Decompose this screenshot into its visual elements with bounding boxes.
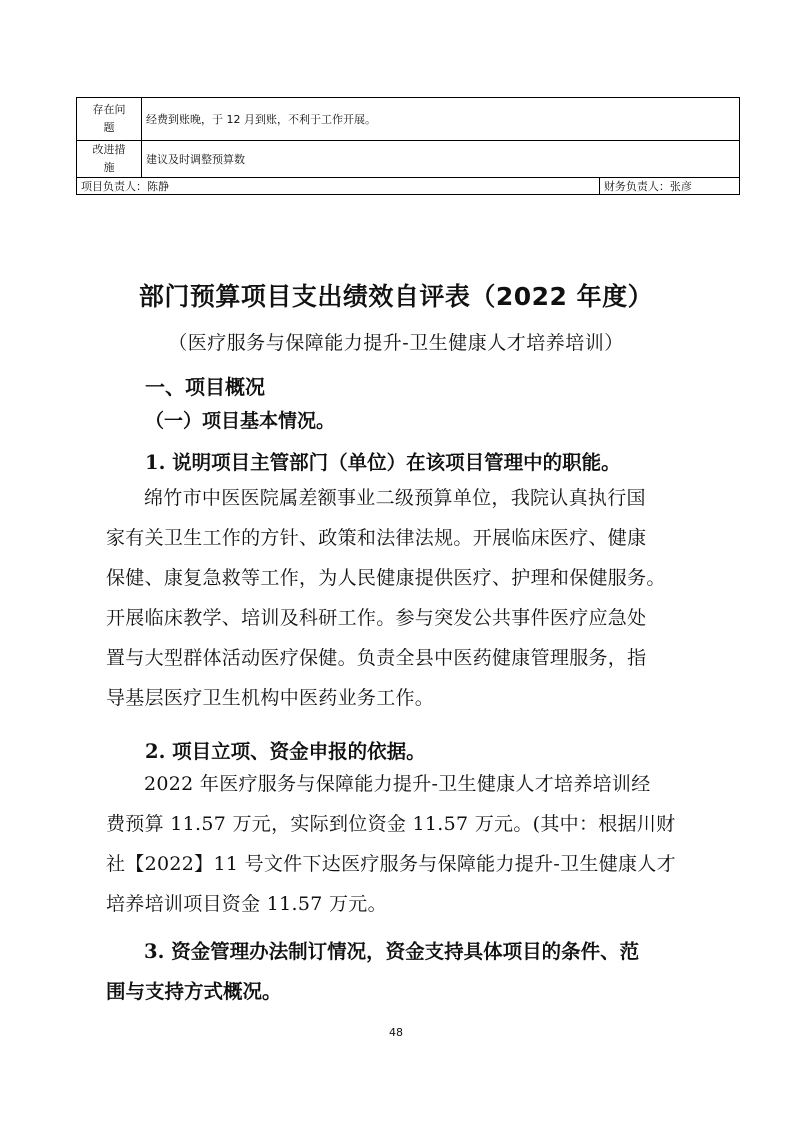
- item2-paragraph: [106, 764, 704, 924]
- paragraph-line: 费预算 11.57 万元，实际到位资金 11.57 万元。(其中：根据川财: [106, 813, 676, 835]
- problem-label: 存在问 题: [77, 98, 142, 141]
- paragraph-line: 置与大型群体活动医疗保健。负责全县中医药健康管理服务，指: [106, 647, 647, 669]
- item1-heading: 1. 说明项目主管部门（单位）在该项目管理中的职能。: [145, 451, 621, 474]
- finance-lead: 财务负责人：张彦: [599, 178, 739, 195]
- subsection-heading: （一）项目基本情况。: [145, 410, 336, 432]
- project-lead: 项目负责人：陈静: [77, 178, 600, 195]
- page-subtitle: （医疗服务与保障能力提升-卫生健康人才培养培训）: [168, 332, 624, 354]
- section-heading: 一、项目概况: [145, 375, 265, 399]
- evaluation-table: [76, 97, 740, 195]
- paragraph-line: 2022 年医疗服务与保障能力提升-卫生健康人才培养培训经: [144, 773, 651, 795]
- table-row-problem: [77, 98, 740, 141]
- paragraph-line: 导基层医疗卫生机构中医药业务工作。: [106, 687, 435, 709]
- table-row-improve: [77, 141, 740, 178]
- improve-label: 改进措 施: [77, 141, 142, 178]
- improve-value: 建议及时调整预算数: [142, 141, 740, 178]
- problem-value: 经费到账晚，于 12 月到账，不利于工作开展。: [142, 98, 740, 141]
- paragraph-line: 开展临床教学、培训及科研工作。参与突发公共事件医疗应急处: [106, 607, 647, 629]
- paragraph-line: 家有关卫生工作的方针、政策和法律法规。开展临床医疗、健康: [106, 527, 647, 549]
- paragraph-line: 培养培训项目资金 11.57 万元。: [106, 893, 387, 915]
- paragraph-line: 保健、康复急救等工作，为人民健康提供医疗、护理和保健服务。: [106, 567, 666, 589]
- page-title: 部门预算项目支出绩效自评表（2022 年度）: [138, 282, 654, 311]
- item3-heading: 3. 资金管理办法制订情况，资金支持具体项目的条件、范 围与支持方式概况。: [106, 940, 640, 1003]
- table-row-footer: [77, 178, 740, 195]
- item1-paragraph: [106, 478, 704, 718]
- page-number: 48: [389, 1026, 403, 1039]
- item2-heading: 2. 项目立项、资金申报的依据。: [145, 740, 426, 763]
- paragraph-line: 社【2022】11 号文件下达医疗服务与保障能力提升-卫生健康人才: [106, 853, 676, 875]
- paragraph-line: 绵竹市中医医院属差额事业二级预算单位，我院认真执行国: [144, 487, 646, 509]
